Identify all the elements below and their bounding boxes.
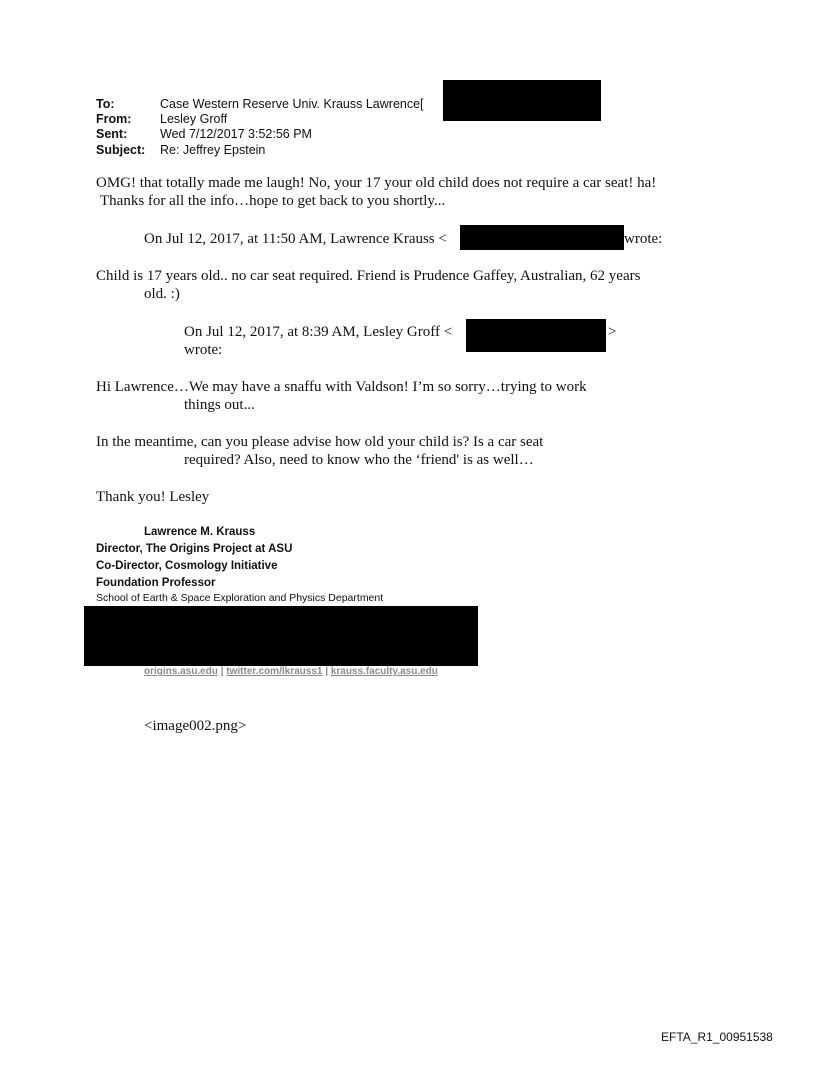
redaction-box [466,319,606,352]
sent-value: Wed 7/12/2017 3:52:56 PM [160,127,312,141]
signature-title: Co-Director, Cosmology Initiative [96,560,278,572]
redaction-box [84,606,478,666]
subject-value: Re: Jeffrey Epstein [160,143,266,157]
quote-header-suffix: > [608,324,617,340]
origins-link[interactable]: origins.asu.edu [144,666,218,677]
from-label: From: [96,112,132,126]
faculty-link[interactable]: krauss.faculty.asu.edu [330,666,438,677]
to-label: To: [96,97,115,111]
from-value: Lesley Groff [160,112,228,126]
message-line: Hi Lawrence…We may have a snaffu with Valdson! I’m so sorry…trying to work [96,379,587,395]
message-line: In the meantime, can you please advise how old your child is? Is a car seat [96,434,544,450]
body-line: Thanks for all the info…hope to get back to you shortly... [100,193,446,209]
subject-label: Subject: [96,143,146,157]
redaction-box [443,80,601,121]
link-separator: | [325,666,329,677]
signature-title: Director, The Origins Project at ASU [96,543,293,555]
link-separator: | [220,666,224,677]
signature-name: Lawrence M. Krauss [144,526,256,538]
signature-dept: School of Earth & Space Exploration and Physics Department [96,592,384,604]
signature-title: Foundation Professor [96,577,216,589]
body-line: OMG! that totally made me laugh! No, your 17 your old child does not require a car seat! ha! [96,175,657,191]
sent-label: Sent: [96,127,128,141]
attachment-placeholder: <image002.png> [144,718,247,734]
reply-line: old. :) [144,286,180,302]
to-value: Case Western Reserve Univ. Krauss Lawrence[ [160,97,424,111]
document-id: EFTA_R1_00951538 [661,1030,773,1044]
twitter-link[interactable]: twitter.com/lkrauss1 [226,666,323,677]
quote-header: wrote: [184,342,223,358]
quote-header-suffix: wrote: [624,231,663,247]
reply-line: Child is 17 years old.. no car seat required. Friend is Prudence Gaffey, Australian, 62 years [96,268,641,284]
message-line: things out... [184,397,255,413]
quote-header: On Jul 12, 2017, at 11:50 AM, Lawrence Krauss < [144,231,447,247]
message-line: required? Also, need to know who the ‘friend' is as well… [184,452,534,468]
signature-links [144,666,438,677]
redaction-box [460,225,624,250]
quote-header: On Jul 12, 2017, at 8:39 AM, Lesley Groff < [184,324,453,340]
sign-off: Thank you! Lesley [96,489,210,505]
